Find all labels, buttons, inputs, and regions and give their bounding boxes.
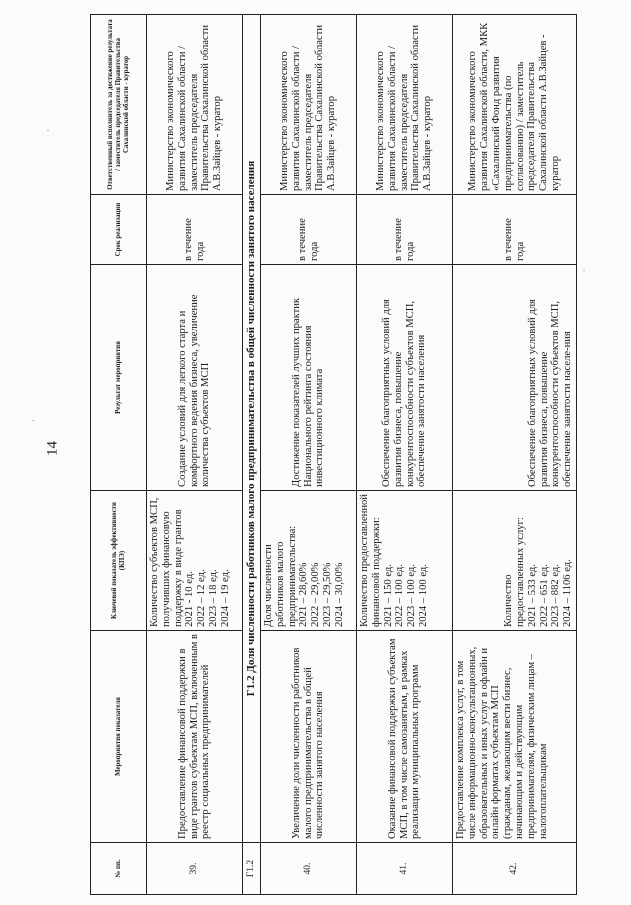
row-event: Оказание финансовой поддержки субъектам МСП, в том числе самозанятым, в рамках реализации муниципальных программ: [357, 631, 453, 843]
row-num: 39.: [147, 843, 243, 895]
page-number: 14: [44, 441, 61, 456]
scan-speck: [32, 420, 34, 421]
row-responsible: Министерство экономического развития Сахалинской области, МКК «Сахалинский Фонд развития предпринимательства (по согласованию) / заместитель председателя Правительства Сахалинской области А.В.Зайцев - куратор: [453, 15, 577, 195]
row-result: Создание условий для легкого старта и комфортного ведения бизнеса, увеличение количества субъектов МСП: [147, 265, 243, 491]
row-kpi: Количество субъектов МСП, получивших финансовую поддержку в виде грантов 2021 - 10 ед. 2022 – 12 ед. 2023 – 18 ед. 2024 – 19 ед.: [147, 491, 243, 631]
table-row: [261, 15, 357, 895]
row-num: 41.: [357, 843, 453, 895]
row-event: Предоставление финансовой поддержки в виде грантов субъектам МСП, включенным в реестр социальных предпринимателей: [147, 631, 243, 843]
scan-speck: [47, 130, 49, 131]
table-row: [453, 15, 577, 895]
scan-speck: [583, 270, 585, 271]
measures-table: [90, 14, 577, 895]
header-responsible: Ответственный исполнитель за достижение результата / заместитель председателя Правительства Сахалинской области - куратор: [91, 15, 147, 195]
header-event: Мероприятия показателя: [91, 631, 147, 843]
row-term: в течение года: [453, 195, 577, 265]
table-row: [357, 15, 453, 895]
section-code: Г1.2: [243, 843, 261, 895]
row-kpi: Количество предоставленных услуг: 2021 – 533 ед. 2022 – 651 ед. 2023 – 882 ед. 2024 – 1106 ед.: [453, 491, 577, 631]
row-kpi: Доля численности работников малого предпринимательства: 2021 – 28,60% 2022 – 29,00% 2023 – 29,50% 2024 – 30,00%: [261, 491, 357, 631]
row-responsible: Министерство экономического развития Сахалинской области / заместитель председателя Правительства Сахалинской области А.В.Зайцев - куратор: [147, 15, 243, 195]
row-result: Обеспечение благоприятных условий для развития бизнеса, повышение конкурентоспособности субъектов МСП, обеспечение занятости населения: [357, 265, 453, 491]
header-num: № пп.: [91, 843, 147, 895]
row-term: в течение года: [357, 195, 453, 265]
table-row: [147, 15, 243, 895]
row-term: в течение года: [147, 195, 243, 265]
header-result: Результат мероприятия: [91, 265, 147, 491]
header-kpi: Ключевой показатель эффективности (КПЭ): [91, 491, 147, 631]
row-responsible: Министерство экономического развития Сахалинской области / заместитель председателя Правительства Сахалинской области А.В.Зайцев - куратор: [357, 15, 453, 195]
row-result: Достижение показателей лучших практик Национального рейтинга состояния инвестиционного климата: [261, 265, 357, 491]
row-num: 42.: [453, 843, 577, 895]
section-title: Г1.2 Доля численности работников малого предпринимательства в общей численности занятого населения: [243, 15, 261, 843]
row-result: Обеспечение благоприятных условий для развития бизнеса, повышение конкурентоспособности субъектов МСП, обеспечение занятости населе-ния: [453, 265, 577, 491]
row-responsible: Министерство экономического развития Сахалинской области / заместитель председателя Правительства Сахалинской области А.В.Зайцев - куратор: [261, 15, 357, 195]
header-row: [91, 15, 147, 895]
rotated-table-page: [90, 15, 576, 895]
row-term: в течение года: [261, 195, 357, 265]
row-num: 40.: [261, 843, 357, 895]
row-event: Увеличение доли численности работников малого предпринимательства в общей численности занятого населения: [261, 631, 357, 843]
row-event: Предоставление комплекса услуг, в том числе информационно-консультационных, образовательных и иных услуг в офлайн и онлайн форматах субъектам МСП (гражданам, желающим вести бизнес, начинающим и действующим предпринимателям, физическим лицам – налогоплательщикам: [453, 631, 577, 843]
section-row: [243, 15, 261, 895]
header-term: Срок реализации: [91, 195, 147, 265]
row-kpi: Количество предоставленной финансовой поддержки: 2021 – 150 ед. 2022 – 100 ед. 2023 – 100 ед. 2024 – 100 ед.: [357, 491, 453, 631]
